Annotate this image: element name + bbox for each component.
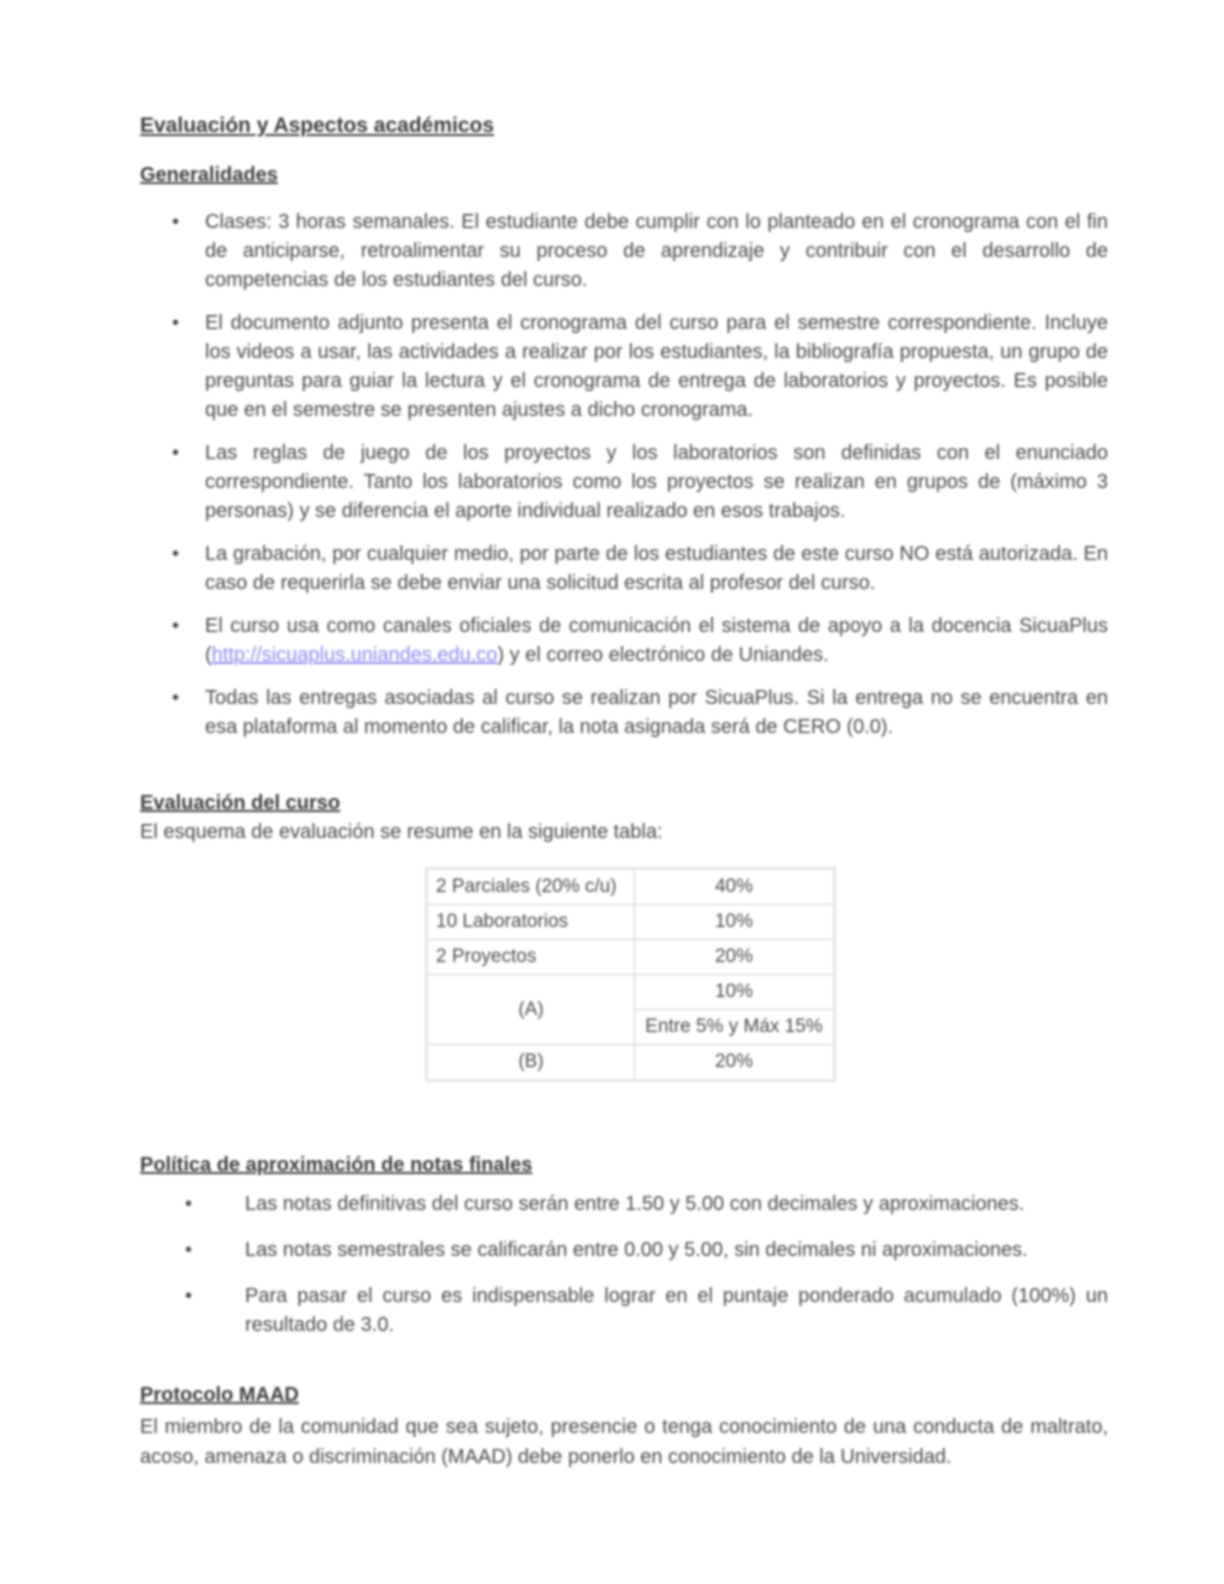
table-row (427, 975, 835, 1010)
list-item-text: Para pasar el curso es indispensable lograr en el puntaje ponderado acumulado (100%) un resultado de 3.0. (245, 1285, 1108, 1336)
table-cell-label: (B) (427, 1045, 635, 1081)
bullet-icon: • (185, 1239, 193, 1261)
table-cell-value: 40% (635, 869, 835, 905)
table-cell-label: 10 Laboratorios (427, 905, 635, 940)
section-heading-protocolo: Protocolo MAAD (140, 1384, 299, 1406)
list-item-text (205, 612, 1108, 670)
list-item (140, 684, 1108, 742)
bullet-icon: • (172, 442, 180, 464)
politica-list (140, 1190, 1108, 1340)
table-cell-label: 2 Proyectos (427, 940, 635, 975)
bullet-icon: • (172, 543, 180, 565)
table-cell-value: Entre 5% y Máx 15% (635, 1010, 835, 1045)
bullet-icon: • (185, 1193, 193, 1215)
bullet-icon: • (172, 312, 180, 334)
protocolo-paragraph: El miembro de la comunidad que sea sujeto, presencie o tenga conocimiento de una conducta de maltrato, acoso, amenaza o discriminación (MAAD) debe ponerlo en conocimiento de la Universidad. (140, 1416, 1108, 1468)
table-row (427, 1045, 835, 1081)
table-row (427, 940, 835, 975)
document-content (140, 112, 1108, 1472)
table-cell-label: (A) (427, 975, 635, 1045)
list-item-text: Las notas definitivas del curso serán entre 1.50 y 5.00 con decimales y aproximaciones. (245, 1193, 1025, 1215)
table-cell-label: 2 Parciales (20% c/u) (427, 869, 635, 905)
list-item (140, 439, 1108, 526)
section-heading-generalidades: Generalidades (140, 164, 278, 186)
table-cell-value: 10% (635, 975, 835, 1010)
section-heading-evaluacion: Evaluación del curso (140, 792, 341, 814)
link-post-text: ) y el correo electrónico de Uniandes. (497, 644, 829, 666)
list-item-text: La grabación, por cualquier medio, por parte de los estudiantes de este curso NO está autorizada. En caso de requerirla se debe enviar una solicitud escrita al profesor del curso. (205, 543, 1108, 594)
list-item (140, 208, 1108, 295)
table-row (427, 905, 835, 940)
bullet-icon: • (185, 1285, 193, 1307)
list-item-text: Todas las entregas asociadas al curso se realizan por SicuaPlus. Si la entrega no se encuentra en esa plataforma al momento de calificar, la nota asignada será de CERO (0.0). (205, 687, 1108, 738)
bullet-icon: • (172, 687, 180, 709)
list-item (140, 309, 1108, 425)
section-heading-politica: Política de aproximación de notas finales (140, 1154, 533, 1176)
bullet-icon: • (172, 211, 180, 233)
generalidades-list (140, 208, 1108, 742)
link-pre-text: El curso usa como canales oficiales de comunicación el sistema de apoyo a la docencia SicuaPlus ( (205, 615, 1108, 666)
page-title: Evaluación y Aspectos académicos (140, 114, 495, 137)
list-item (140, 540, 1108, 598)
table-row (427, 869, 835, 905)
table-cell-value: 20% (635, 1045, 835, 1081)
sicuaplus-link[interactable]: http://sicuaplus.uniandes.edu.co (211, 644, 498, 666)
list-item-with-link (140, 612, 1108, 670)
list-item-text: Las reglas de juego de los proyectos y los laboratorios son definidas con el enunciado correspondiente. Tanto los laboratorios como los proyectos se realizan en grupos de (máximo 3 personas) y se diferencia el aporte individual realizado en esos trabajos. (205, 442, 1108, 522)
list-item (140, 1282, 1108, 1340)
table-cell-value: 10% (635, 905, 835, 940)
evaluation-intro: El esquema de evaluación se resume en la siguiente tabla: (140, 821, 663, 843)
bullet-icon: • (172, 615, 180, 637)
list-item (140, 1190, 1108, 1219)
list-item-text: Las notas semestrales se calificarán entre 0.00 y 5.00, sin decimales ni aproximaciones. (245, 1239, 1028, 1261)
table-cell-value: 20% (635, 940, 835, 975)
list-item-text: Clases: 3 horas semanales. El estudiante debe cumplir con lo planteado en el cronograma con el fin de anticiparse, retroalimentar su proceso de aprendizaje y contribuir con el desarrollo de competencias de los estudiantes del curso. (205, 211, 1108, 291)
evaluation-table (425, 867, 836, 1082)
list-item-text: El documento adjunto presenta el cronograma del curso para el semestre correspondiente. Incluye los videos a usar, las actividades a realizar por los estudiantes, la bibliografía propuesta, un grupo de preguntas para guiar la lectura y el cronograma de entrega de laboratorios y proyectos. Es posible que en el semestre se presenten ajustes a dicho cronograma. (205, 312, 1108, 421)
list-item (140, 1236, 1108, 1265)
